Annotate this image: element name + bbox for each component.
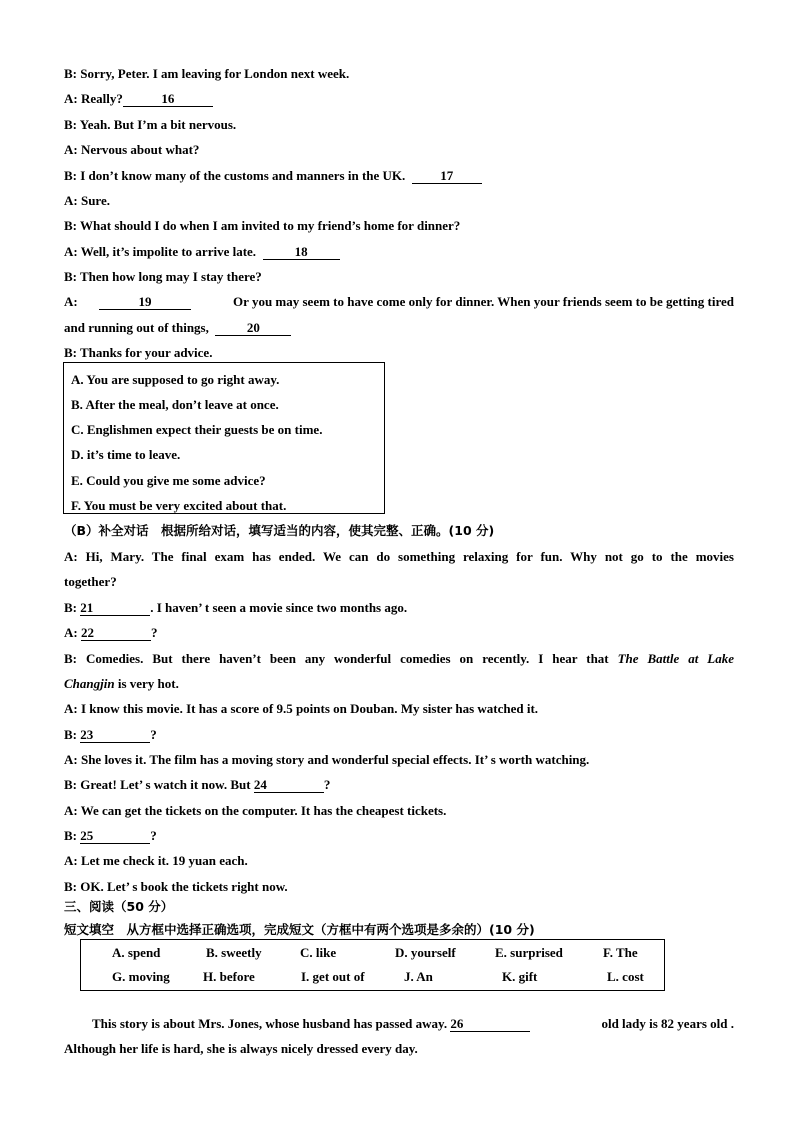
section-b-heading: （B）补全对话 根据所给对话，填写适当的内容，使其完整、正确。(10 分) bbox=[64, 523, 495, 538]
blank-21[interactable]: 21 bbox=[80, 601, 150, 616]
option-h: H. before bbox=[203, 969, 255, 984]
dialog-line bbox=[64, 727, 157, 743]
dialog-line bbox=[64, 828, 157, 844]
dialog-text: B: I don’t know many of the customs and manners in the UK. bbox=[64, 168, 406, 183]
dialog-text: B: Comedies. But there haven’t been any wonderful comedies on recently. I hear that bbox=[64, 651, 609, 666]
dialog-text: B: bbox=[64, 600, 77, 615]
dialog-text: B: Great! Let’ s watch it now. But bbox=[64, 777, 251, 792]
blank-26[interactable]: 26 bbox=[450, 1017, 530, 1032]
blank-25[interactable]: 25 bbox=[80, 829, 150, 844]
dialog-text: ? bbox=[150, 727, 157, 742]
dialog-line: A: Nervous about what? bbox=[64, 142, 200, 157]
dialog-line bbox=[64, 651, 734, 667]
dialog-line bbox=[64, 168, 482, 184]
passage-text: This story is about Mrs. Jones, whose husband has passed away. bbox=[92, 1016, 448, 1031]
option-b: B. sweetly bbox=[206, 945, 262, 960]
dialog-line: B: Sorry, Peter. I am leaving for London next week. bbox=[64, 66, 350, 81]
dialog-line: A: We can get the tickets on the computer. It has the cheapest tickets. bbox=[64, 803, 447, 818]
blank-24[interactable]: 24 bbox=[254, 778, 324, 793]
dialog-text: . I haven’ t seen a movie since two months ago. bbox=[150, 600, 408, 615]
option-k: K. gift bbox=[502, 969, 538, 984]
options-box-b bbox=[80, 939, 665, 991]
dialog-line: A: Hi, Mary. The final exam has ended. We can do something relaxing for fun. Why not go to the movies bbox=[64, 549, 734, 564]
dialog-line bbox=[64, 777, 330, 793]
dialog-line: A: She loves it. The film has a moving story and wonderful special effects. It’ s worth watching. bbox=[64, 752, 590, 767]
dialog-line: together? bbox=[64, 574, 117, 589]
dialog-line bbox=[64, 625, 157, 641]
option-g: G. moving bbox=[112, 969, 170, 984]
dialog-line: B: Thanks for your advice. bbox=[64, 345, 213, 360]
dialog-line bbox=[64, 320, 291, 336]
section-3-subheading: 短文填空 从方框中选择正确选项，完成短文（方框中有两个选项是多余的）(10 分) bbox=[64, 922, 535, 937]
dialog-line: B: What should I do when I am invited to my friend’s home for dinner? bbox=[64, 218, 461, 233]
dialog-text: ? bbox=[150, 625, 158, 640]
blank-16[interactable]: 16 bbox=[123, 92, 213, 107]
passage-line: Although her life is hard, she is always nicely dressed every day. bbox=[64, 1041, 418, 1056]
passage-line bbox=[92, 1016, 734, 1032]
movie-title: The Battle at Lake bbox=[617, 651, 734, 666]
dialog-text: B: bbox=[64, 727, 77, 742]
dialog-text: A: Well, it’s impolite to arrive late. bbox=[64, 244, 257, 259]
dialog-line: A: I know this movie. It has a score of 9.5 points on Douban. My sister has watched it. bbox=[64, 701, 539, 716]
option-i: I. get out of bbox=[301, 969, 365, 984]
option-a: A. spend bbox=[112, 945, 161, 960]
dialog-text: B: bbox=[64, 828, 77, 843]
dialog-line: A: Let me check it. 19 yuan each. bbox=[64, 853, 248, 868]
movie-title: Changjin bbox=[64, 676, 115, 691]
dialog-line: B: Yeah. But I’m a bit nervous. bbox=[64, 117, 237, 132]
options-box-a bbox=[63, 362, 385, 514]
blank-22[interactable]: 22 bbox=[81, 626, 151, 641]
dialog-text: and running out of things, bbox=[64, 320, 209, 335]
passage-text: old lady is 82 years old . bbox=[601, 1016, 734, 1031]
dialog-text: is very hot. bbox=[117, 676, 179, 691]
blank-18[interactable]: 18 bbox=[263, 245, 340, 260]
section-3-heading: 三、阅读（50 分） bbox=[64, 899, 174, 914]
option-d: D. it’s time to leave. bbox=[71, 447, 181, 462]
blank-17[interactable]: 17 bbox=[412, 169, 482, 184]
dialog-line bbox=[64, 244, 340, 260]
dialog-line: B: OK. Let’ s book the tickets right now. bbox=[64, 879, 288, 894]
option-d: D. yourself bbox=[395, 945, 456, 960]
dialog-text: A: Really? bbox=[64, 91, 123, 106]
option-b: B. After the meal, don’t leave at once. bbox=[71, 397, 279, 412]
blank-19[interactable]: 19 bbox=[99, 295, 191, 310]
dialog-text: A: bbox=[64, 625, 78, 640]
dialog-line: B: Then how long may I stay there? bbox=[64, 269, 262, 284]
dialog-text: Or you may seem to have come only for dinner. When your friends seem to be getting tired bbox=[233, 294, 734, 309]
option-c: C. Englishmen expect their guests be on time. bbox=[71, 422, 323, 437]
blank-23[interactable]: 23 bbox=[80, 728, 150, 743]
option-l: L. cost bbox=[607, 969, 644, 984]
option-a: A. You are supposed to go right away. bbox=[71, 372, 280, 387]
option-c: C. like bbox=[300, 945, 337, 960]
option-e: E. surprised bbox=[495, 945, 563, 960]
option-j: J. An bbox=[404, 969, 433, 984]
dialog-text: ? bbox=[323, 777, 331, 792]
dialog-line bbox=[64, 676, 179, 692]
option-f: F. The bbox=[603, 945, 638, 960]
dialog-line bbox=[64, 91, 213, 107]
option-e: E. Could you give me some advice? bbox=[71, 473, 266, 488]
dialog-line bbox=[64, 600, 407, 616]
option-f: F. You must be very excited about that. bbox=[71, 498, 287, 513]
blank-20[interactable]: 20 bbox=[215, 321, 291, 336]
dialog-line bbox=[64, 294, 734, 310]
dialog-text: A: bbox=[64, 294, 78, 309]
dialog-text: ? bbox=[150, 828, 157, 843]
dialog-line: A: Sure. bbox=[64, 193, 110, 208]
